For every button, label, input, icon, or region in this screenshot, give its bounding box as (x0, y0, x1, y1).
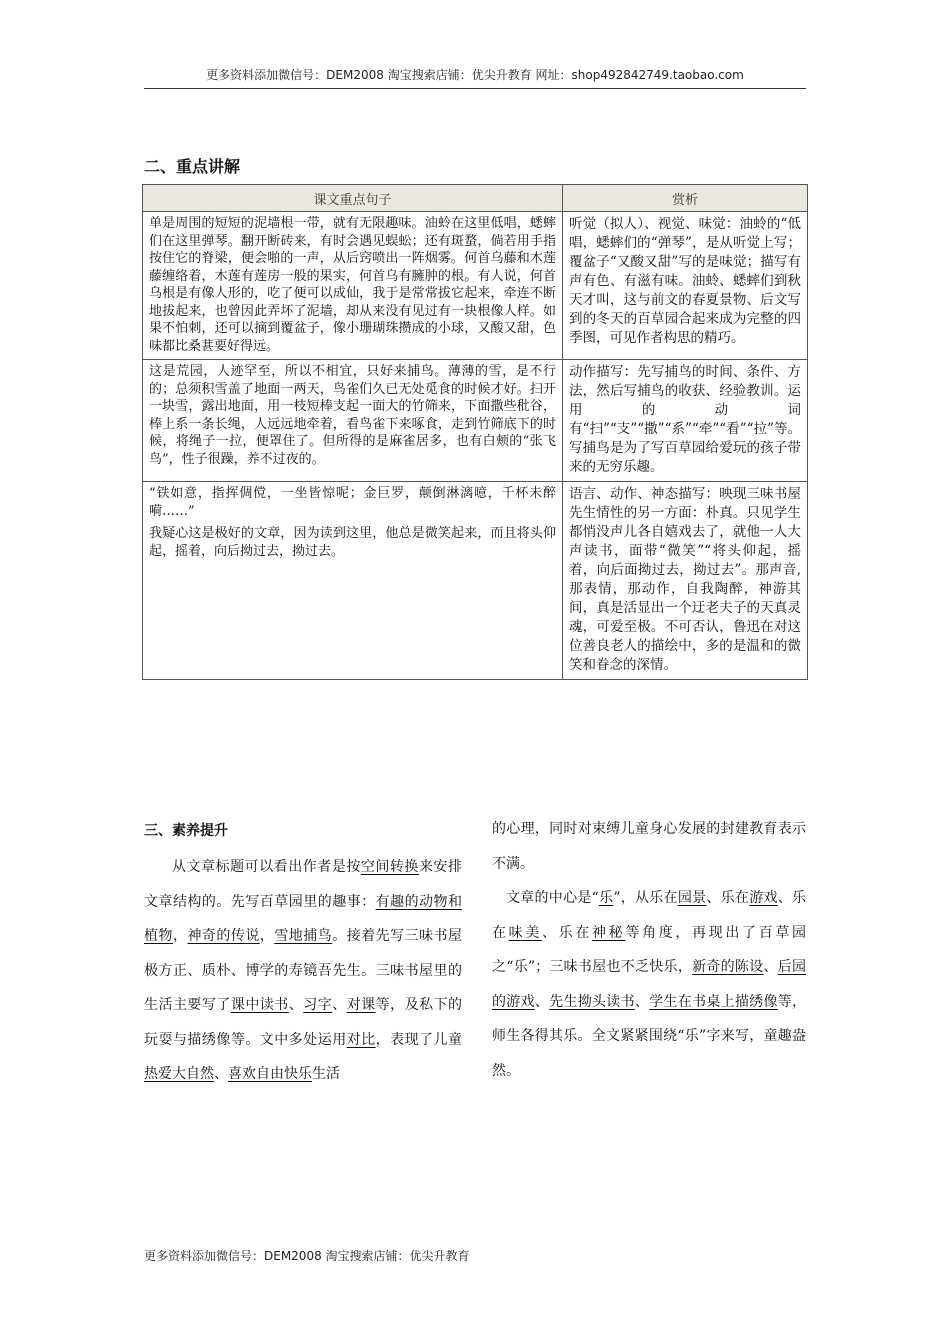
literacy-paragraph-1-continued: 的心理，同时对束缚儿童身心发展的封建教育表示不满。 (492, 821, 806, 872)
text-run: 、 (214, 1066, 228, 1082)
text-run: 等，及私下的玩耍与描绣像等。文中多处运用 (144, 997, 463, 1048)
underlined-keyword: 神秘 (592, 924, 626, 941)
text-run: 、乐在 (492, 890, 807, 941)
column-header-quote: 课文重点句子 (143, 185, 563, 212)
underlined-keyword: 乐 (598, 890, 614, 906)
text-run: 生活 (312, 1066, 340, 1082)
underlined-keyword: 习字 (303, 997, 333, 1013)
section-title-literacy: 三、素养提升 (144, 823, 228, 839)
text-run: 、乐在 (542, 924, 593, 941)
underlined-keyword: 课中读书 (230, 997, 289, 1013)
text-run: 、 (763, 959, 778, 975)
table-row (143, 482, 808, 680)
quote-cell (143, 360, 563, 482)
underlined-keyword: 味美 (508, 924, 543, 941)
underlined-keyword: 对比 (346, 1031, 376, 1048)
text-run: 。接着先写三味书屋极方正、质朴、博学的寿镜吾先生。三味书屋里的生活主要写了 (144, 928, 463, 1013)
underlined-keyword: 对课 (346, 997, 376, 1013)
table-row (143, 360, 808, 482)
text-run: 、 (332, 997, 347, 1013)
literacy-right-column (492, 812, 806, 1088)
page-header: 更多资料添加微信号：DEM2008 淘宝搜索店铺：优尖升教育 网址：shop492842749.taobao.com (206, 68, 744, 82)
text-run: 、 (534, 993, 550, 1010)
literacy-paragraph-1 (144, 850, 462, 1092)
analysis-cell: 语言、动作、神态描写：映现三味书屋先生情性的另一方面：朴真。只见学生都悄没声儿各自嬉戏去了，就他一人大声读书，面带“微笑”“将头仰起，摇着，向后面拗过去，拗过去”。那声音,那表情，那动作，自我陶醉，神游其间，真是活显出一个迂老夫子的天真灵魂，可爱至极。不可否认，鲁迅在对这位善良老人的描绘中，多的是温和的微笑和眷念的深情。 (563, 482, 808, 680)
text-run: ， (172, 928, 188, 944)
header-divider (144, 88, 806, 89)
underlined-keyword: 后园的游戏 (492, 959, 807, 1010)
quote-text: 这是荒园，人迹罕至，所以不相宜，只好来捕鸟。薄薄的雪，是不行的；总须积雪盖了地面一两天，鸟雀们久已无处觅食的时候才好。扫开一块雪，露出地面，用一枝短棒支起一面大的竹筛来，下面撒些秕谷，棒上系一条长绳，人远远地牵着，看鸟雀下来啄食，走到竹筛底下的时候，将绳子一拉，便罩住了。但所得的是麻雀居多，也有白颊的“张飞鸟”，性子很躁，养不过夜的。 (149, 364, 556, 467)
text-run: 等角度，再现出了百草园之“乐”；三味书屋也不乏快乐， (492, 924, 807, 975)
analysis-cell: 动作描写：先写捕鸟的时间、条件、方法，然后写捕鸟的收获、经验教训。运用的动词有“扫”“支”“撒”“系”“牵”“看”“拉”等。写捕鸟是为了写百草园给爱玩的孩子带来的无穷乐趣。 (563, 360, 808, 482)
text-run: 文章的中心是“ (506, 890, 599, 906)
quote-text: 单是周围的短短的泥墙根一带，就有无限趣味。油蛉在这里低唱，蟋蟀们在这里弹琴。翻开断砖来，有时会遇见蜈蚣；还有斑蝥，倘若用手指按住它的脊梁，便会啪的一声，从后窍喷出一阵烟雾。何首乌藤和木莲藤缠络着，木莲有莲房一般的果实，何首乌有臃肿的根。有人说，何首乌根是有像人形的，吃了便可以成仙，我于是常常拔它起来，牵连不断地拔起来，也曾因此弄坏了泥墙，却从来没有见过有一块根像人样。如果不怕刺，还可以摘到覆盆子，像小珊瑚珠攒成的小球，又酸又甜，色味都比桑葚要好得远。 (149, 216, 556, 354)
underlined-keyword: 游戏 (749, 890, 778, 906)
table-row (143, 212, 808, 360)
literacy-paragraph-2 (492, 881, 806, 1088)
text-run: 来安排文章结构的。先写百草园里的趣事： (144, 859, 463, 910)
underlined-keyword: 先生拗头读书 (549, 993, 635, 1010)
underlined-keyword: 学生在书桌上描绣像 (649, 993, 778, 1010)
text-run: 、乐在 (706, 890, 750, 906)
text-run: 等，师生各得其乐。全文紧紧围绕“乐”字来写，童趣盎然。 (492, 993, 807, 1079)
underlined-keyword: 新奇的陈设 (692, 959, 764, 975)
text-run: ， (259, 928, 275, 944)
text-run: ，表现了儿童 (375, 1031, 463, 1048)
underlined-keyword: 神奇的传说 (187, 928, 260, 944)
analysis-cell: 听觉（拟人）、视觉、味觉：油蛉的“低唱，蟋蟀们的“弹琴”，是从听觉上写；覆盆子“又酸又甜”写的是味觉；描写有声有色、有滋有味。油蛉、蟋蟀们到秋天才叫，这与前文的春夏景物、后文写到的冬天的百草园合起来成为完整的四季图，可见作者构思的精巧。 (563, 212, 808, 360)
underlined-keyword: 喜欢自由快乐 (228, 1066, 312, 1082)
underlined-keyword: 雪地捕鸟 (274, 928, 333, 944)
text-run: 从文章标题可以看出作者是按 (172, 859, 361, 875)
table-header-row (143, 185, 808, 212)
quote-cell (143, 482, 563, 680)
quote-text: “铁如意，指挥倜傥，一坐皆惊呢；金巨罗，颠倒淋漓噫，千杯未醉嗬……” (149, 486, 556, 519)
analysis-table (142, 184, 808, 680)
section-title-key-points: 二、重点讲解 (144, 157, 241, 176)
text-run: 、 (634, 993, 650, 1010)
underlined-keyword: 园景 (677, 890, 707, 906)
quote-cell (143, 212, 563, 360)
underlined-keyword: 有趣的动物和植物 (144, 893, 463, 944)
underlined-keyword: 空间转换 (360, 859, 419, 875)
text-run: ”，从乐在 (613, 890, 678, 906)
page-footer: 更多资料添加微信号：DEM2008 淘宝搜索店铺：优尖升教育 (144, 1249, 470, 1263)
underlined-keyword: 热爱大自然 (144, 1066, 214, 1082)
column-header-analysis: 赏析 (563, 185, 808, 212)
text-run: 、 (288, 997, 304, 1013)
quote-text: 我疑心这是极好的文章，因为读到这里，他总是微笑起来，而且将头仰起，摇着，向后拗过去，拗过去。 (149, 526, 556, 559)
